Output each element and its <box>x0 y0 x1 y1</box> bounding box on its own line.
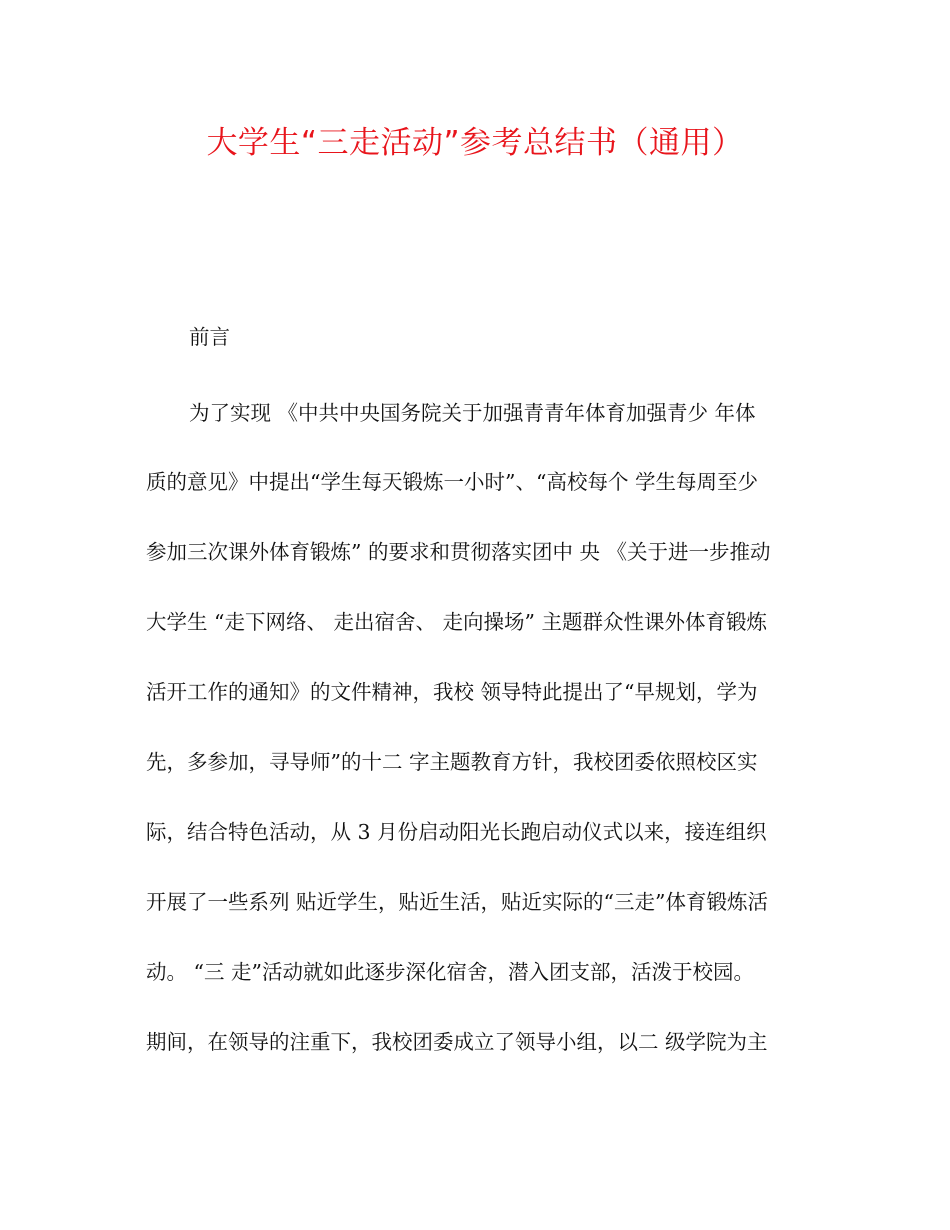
document-title: 大学生“三走活动”参考总结书（通用） <box>206 125 744 161</box>
paragraph-line: 际，结合特色活动，从 3 月份启动阳光长跑启动仪式以来，接连组织 <box>146 820 767 844</box>
paragraph-line: 大学生 “走下网络、 走出宿舍、 走向操场” 主题群众性课外体育锻炼 <box>146 610 768 634</box>
paragraph-line: 为了实现 《中共中央国务院关于加强青青年体育加强青少 年体 <box>189 401 756 425</box>
section-heading-preface: 前言 <box>189 325 230 349</box>
paragraph-line: 活开工作的通知》的文件精神，我校 领导特此提出了“早规划，学为 <box>146 680 758 704</box>
paragraph-line: 动。 “三 走”活动就如此逐步深化宿舍，潜入团支部，活泼于校园。 <box>146 960 754 984</box>
paragraph-line: 参加三次课外体育锻炼” 的要求和贯彻落实团中 央 《关于进一步推动 <box>146 540 771 564</box>
paragraph-line: 先，多参加，寻导师”的十二 字主题教育方针，我校团委依照校区实 <box>146 750 758 774</box>
paragraph-line: 质的意见》中提出“学生每天锻炼一小时”、“高校每个 学生每周至少 <box>146 470 758 494</box>
paragraph-line: 期间，在领导的注重下，我校团委成立了领导小组，以二 级学院为主 <box>146 1030 768 1054</box>
paragraph-line: 开展了一些系列 贴近学生，贴近生活，贴近实际的“三走”体育锻炼活 <box>146 890 768 914</box>
